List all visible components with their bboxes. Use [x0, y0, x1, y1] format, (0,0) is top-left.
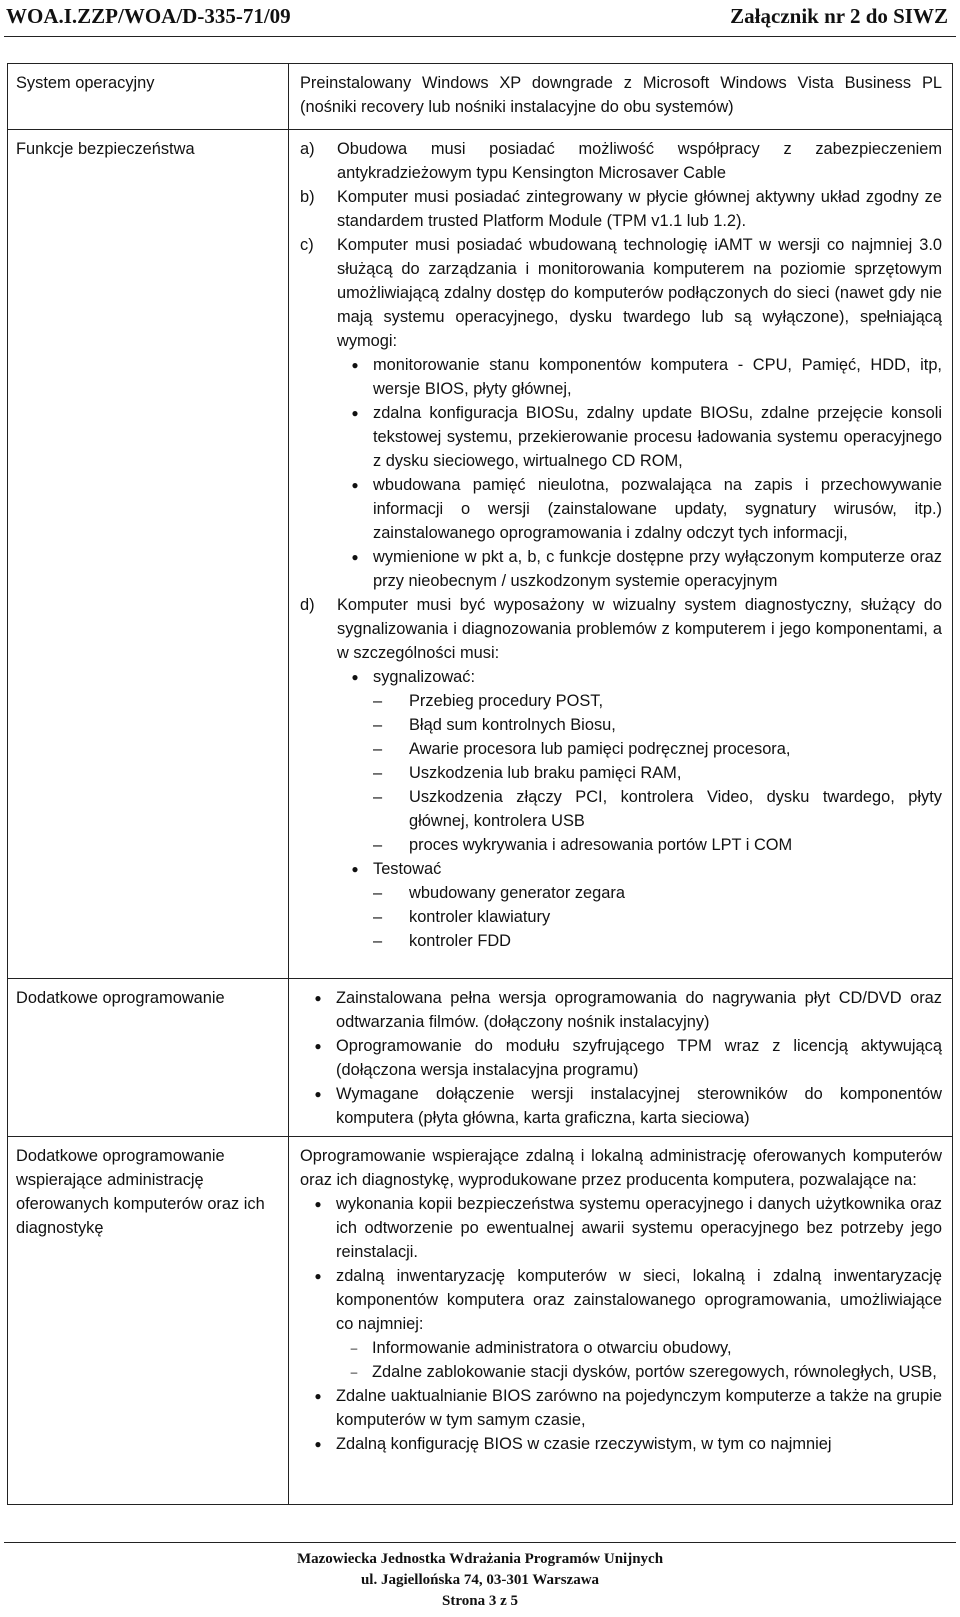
row-label-software: Dodatkowe oprogramowanie [16, 989, 225, 1007]
row-value-security [289, 130, 952, 959]
dash-item [373, 929, 942, 953]
dash-icon: – [350, 1341, 358, 1355]
bullet-text: wykonania kopii bezpieczeństwa systemu operacyjnego i danych użytkownika oraz ich odtworzenie po ewentualnej awarii systemu operacyjnego bez potrzeby jego reinstalacji. [336, 1195, 942, 1261]
dash-text: Przebieg procedury POST, [409, 692, 604, 710]
bullet-icon: ● [314, 1087, 322, 1101]
dash-item [336, 1336, 942, 1360]
page-header [0, 0, 960, 40]
bullet-item [337, 665, 942, 689]
specification-table [7, 63, 953, 1505]
dash-item [336, 1360, 942, 1384]
dash-text: kontroler FDD [409, 932, 512, 950]
dash-item [373, 905, 942, 929]
dash-icon: – [350, 1365, 358, 1379]
bullet-item [337, 473, 942, 545]
row-label-security: Funkcje bezpieczeństwa [16, 140, 195, 158]
bullet-icon: ● [351, 478, 359, 492]
dash-icon: – [373, 932, 383, 950]
attachment-label: Załącznik nr 2 do SIWZ [730, 4, 948, 28]
bullet-icon: ● [314, 1039, 322, 1053]
dash-item [373, 833, 942, 857]
bullet-text: wymienione w pkt a, b, c funkcje dostępne przy wyłączonym komputerze oraz przy nieobecnym / uszkodzonym systemie operacyjnym [373, 548, 942, 590]
dash-item [373, 737, 942, 761]
bullet-item [300, 1384, 942, 1432]
dash-text: Awarie procesora lub pamięci podręcznej procesora, [409, 740, 791, 758]
admin-intro: Oprogramowanie wspierające zdalną i lokalną administrację oferowanych komputerów oraz ich diagnostykę, wyprodukowane przez producenta komputera, pozwalające na: [300, 1147, 942, 1189]
dash-text: Informowanie administratora o otwarciu obudowy, [372, 1339, 732, 1357]
dash-text: Uszkodzenia lub braku pamięci RAM, [409, 764, 682, 782]
bullet-text: Oprogramowanie do modułu szyfrującego TPM wraz z licencją aktywującą (dołączona wersja instalacyjna programu) [336, 1037, 942, 1079]
bullet-text: Wymagane dołączenie wersji instalacyjnej sterowników do komponentów komputera (płyta główna, karta graficzna, karta sieciowa) [336, 1085, 942, 1127]
bullet-item [300, 1432, 942, 1456]
bullet-item [337, 353, 942, 401]
footer-divider [4, 1542, 956, 1543]
table-row [8, 979, 953, 1137]
dash-icon: – [373, 788, 383, 806]
page-footer [0, 1549, 960, 1612]
bullet-item [300, 1034, 942, 1082]
list-marker: a) [300, 140, 315, 158]
dash-item [373, 713, 942, 737]
row-value-software [289, 979, 952, 1136]
bullet-icon: ● [351, 670, 359, 684]
bullet-item [300, 1082, 942, 1130]
dash-text: kontroler klawiatury [409, 908, 551, 926]
dash-text: Błąd sum kontrolnych Biosu, [409, 716, 616, 734]
list-marker: d) [300, 596, 315, 614]
dash-icon: – [373, 884, 383, 902]
bullet-icon: ● [314, 991, 322, 1005]
dash-icon: – [373, 740, 383, 758]
bullet-text: sygnalizować: [373, 668, 476, 686]
dash-item [373, 881, 942, 905]
dash-item [373, 689, 942, 713]
list-text: Obudowa musi posiadać możliwość współpracy z zabezpieczeniem antykradzieżowym typu Kensington Microsaver Cable [337, 140, 942, 182]
dash-text: proces wykrywania i adresowania portów LPT i COM [409, 836, 793, 854]
bullet-text: zdalna konfiguracja BIOSu, zdalny update BIOSu, zdalne przejęcie konsoli tekstowej systemu, przekierowanie procesu ładowania systemu operacyjnego z dysku sieciowego, wirtualnego CD ROM, [373, 404, 942, 470]
dash-text: Uszkodzenia złączy PCI, kontrolera Video, dysku twardego, płyty głównej, kontrolera USB [409, 788, 942, 830]
bullet-icon: ● [351, 406, 359, 420]
bullet-text: wbudowana pamięć nieulotna, pozwalająca na zapis i przechowywanie informacji o wersji (zainstalowane updaty, sygnatury wirusów, itp.) zainstalowanego oprogramowania i zdalny odczyt tych informacji, [373, 476, 942, 542]
bullet-item [300, 1264, 942, 1384]
bullet-text: Zdalne uaktualnianie BIOS zarówno na pojedynczym komputerze a także na grupie komputerów w tym samym czasie, [336, 1387, 942, 1429]
list-marker: b) [300, 188, 315, 206]
bullet-text: Zainstalowana pełna wersja oprogramowania do nagrywania płyt CD/DVD oraz odtwarzania filmów. (dołączony nośnik instalacyjny) [336, 989, 942, 1031]
dash-icon: – [373, 836, 383, 854]
bullet-item [337, 401, 942, 473]
dash-item [373, 785, 942, 833]
bullet-icon: ● [314, 1437, 322, 1451]
bullet-text: monitorowanie stanu komponentów komputera - CPU, Pamięć, HDD, itp, wersje BIOS, płyty głównej, [373, 356, 942, 398]
dash-icon: – [373, 908, 383, 926]
dash-icon: – [373, 692, 383, 710]
list-text: Komputer musi posiadać wbudowaną technologię iAMT w wersji co najmniej 3.0 służącą do zarządzania i monitorowania komputerem na poziomie sprzętowym umożliwiającą zdalny dostęp do komputerów podłączonych do sieci (nawet gdy nie mają systemu operacyjnego, dysku twardego lub są wyłączone), spełniającą wymogi: [337, 236, 942, 350]
list-item [300, 593, 942, 953]
bullet-icon: ● [314, 1269, 322, 1283]
list-text: Komputer musi posiadać zintegrowany w płycie głównej aktywny układ zgodny ze standardem trusted Platform Module (TPM v1.1 lub 1.2). [337, 188, 942, 230]
row-value-admin [289, 1137, 952, 1462]
list-item [300, 137, 942, 185]
list-item [300, 185, 942, 233]
dash-icon: – [373, 716, 383, 734]
bullet-text: Zdalną konfigurację BIOS w czasie rzeczywistym, w tym co najmniej [336, 1435, 832, 1453]
dash-text: Zdalne zablokowanie stacji dysków, portów szeregowych, równoległych, USB, [372, 1363, 937, 1381]
bullet-icon: ● [314, 1389, 322, 1403]
list-marker: c) [300, 236, 314, 254]
bullet-text: Testować [373, 860, 442, 878]
document-reference: WOA.I.ZZP/WOA/D-335-71/09 [6, 4, 291, 28]
bullet-icon: ● [351, 550, 359, 564]
dash-icon: – [373, 764, 383, 782]
dash-text: wbudowany generator zegara [409, 884, 625, 902]
list-item [300, 233, 942, 593]
bullet-item [300, 986, 942, 1034]
footer-organization: Mazowiecka Jednostka Wdrażania Programów Unijnych [296, 1551, 664, 1567]
footer-address: ul. Jagiellońska 74, 03-301 Warszawa [360, 1572, 600, 1588]
bullet-icon: ● [351, 862, 359, 876]
row-label-admin: Dodatkowe oprogramowanie wspierające administrację oferowanych komputerów oraz ich diagnostykę [16, 1147, 265, 1237]
header-divider [4, 36, 956, 37]
table-row [8, 130, 953, 979]
bullet-icon: ● [351, 358, 359, 372]
row-label-os: System operacyjny [16, 74, 155, 92]
row-value-os: Preinstalowany Windows XP downgrade z Microsoft Windows Vista Business PL (nośniki recovery lub nośniki instalacyjne do obu systemów) [300, 74, 942, 116]
table-row [8, 64, 953, 130]
list-text: Komputer musi być wyposażony w wizualny system diagnostyczny, służący do sygnalizowania i diagnozowania problemów z komputerem i jego komponentami, a w szczególności musi: [337, 596, 942, 662]
bullet-icon: ● [314, 1197, 322, 1211]
bullet-text: zdalną inwentaryzację komputerów w sieci, lokalną i zdalną inwentaryzację komponentów komputera oraz zainstalowanego oprogramowania, umożliwiające co najmniej: [336, 1267, 942, 1333]
bullet-item [337, 545, 942, 593]
table-row [8, 1137, 953, 1505]
bullet-item [300, 1192, 942, 1264]
dash-item [373, 761, 942, 785]
bullet-item [337, 857, 942, 881]
page-number: Strona 3 z 5 [442, 1593, 518, 1609]
